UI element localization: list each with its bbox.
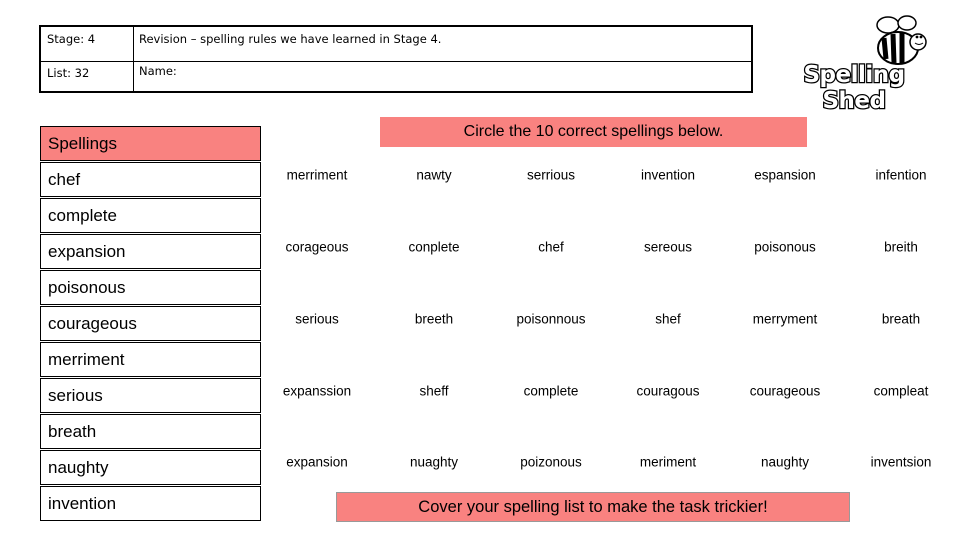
revision-label: Revision – spelling rules we have learned in Stage 4. <box>139 32 442 46</box>
word-option[interactable]: corageous <box>285 239 349 255</box>
word-option[interactable]: chef <box>538 239 564 255</box>
word-option[interactable]: nawty <box>416 167 452 183</box>
word-option[interactable]: courageous <box>749 383 821 399</box>
spelling-item: naughty <box>40 450 261 485</box>
word-option[interactable]: inventsion <box>870 454 932 470</box>
word-option[interactable]: serious <box>295 311 339 327</box>
spelling-shed-logo: Spelling Shed <box>803 62 905 114</box>
word-option[interactable]: merryment <box>752 311 818 327</box>
header-table <box>39 25 753 93</box>
word-option[interactable]: merriment <box>286 167 348 183</box>
word-option[interactable]: breath <box>881 311 921 327</box>
word-option[interactable]: couragous <box>636 383 700 399</box>
word-option[interactable]: poisonnous <box>516 311 586 327</box>
spelling-item: invention <box>40 486 261 521</box>
spelling-item: chef <box>40 162 261 197</box>
word-option[interactable]: meriment <box>639 454 697 470</box>
word-option[interactable]: complete <box>523 383 579 399</box>
word-option[interactable]: breeth <box>414 311 454 327</box>
header-divider-vertical <box>133 27 134 91</box>
word-option[interactable]: sereous <box>643 239 693 255</box>
header-divider-horizontal <box>41 61 751 62</box>
spelling-item: merriment <box>40 342 261 377</box>
word-option[interactable]: serrious <box>526 167 575 183</box>
cover-instruction-banner: Cover your spelling list to make the task trickier! <box>336 492 850 522</box>
word-option[interactable]: compleat <box>873 383 929 399</box>
word-option[interactable]: sheff <box>419 383 449 399</box>
spelling-item: complete <box>40 198 261 233</box>
word-option[interactable]: espansion <box>754 167 816 183</box>
spelling-item: serious <box>40 378 261 413</box>
circle-instruction-banner: Circle the 10 correct spellings below. <box>380 117 807 147</box>
spelling-list-title: Spellings <box>40 126 261 161</box>
word-option[interactable]: naughty <box>760 454 810 470</box>
word-option[interactable]: expanssion <box>282 383 352 399</box>
word-option[interactable]: shef <box>655 311 681 327</box>
word-option[interactable]: poisonous <box>754 239 816 255</box>
stage-label: Stage: 4 <box>47 32 96 46</box>
word-option[interactable]: conplete <box>408 239 460 255</box>
word-option[interactable]: nuaghty <box>409 454 459 470</box>
word-option[interactable]: expansion <box>286 454 348 470</box>
name-field[interactable]: Name: <box>139 64 177 78</box>
spelling-item: expansion <box>40 234 261 269</box>
spelling-item: poisonous <box>40 270 261 305</box>
word-option[interactable]: infention <box>875 167 927 183</box>
word-option[interactable]: breith <box>884 239 918 255</box>
word-option[interactable]: poizonous <box>520 454 582 470</box>
spelling-item: courageous <box>40 306 261 341</box>
list-number: List: 32 <box>47 66 90 80</box>
spelling-item: breath <box>40 414 261 449</box>
word-option[interactable]: invention <box>640 167 696 183</box>
